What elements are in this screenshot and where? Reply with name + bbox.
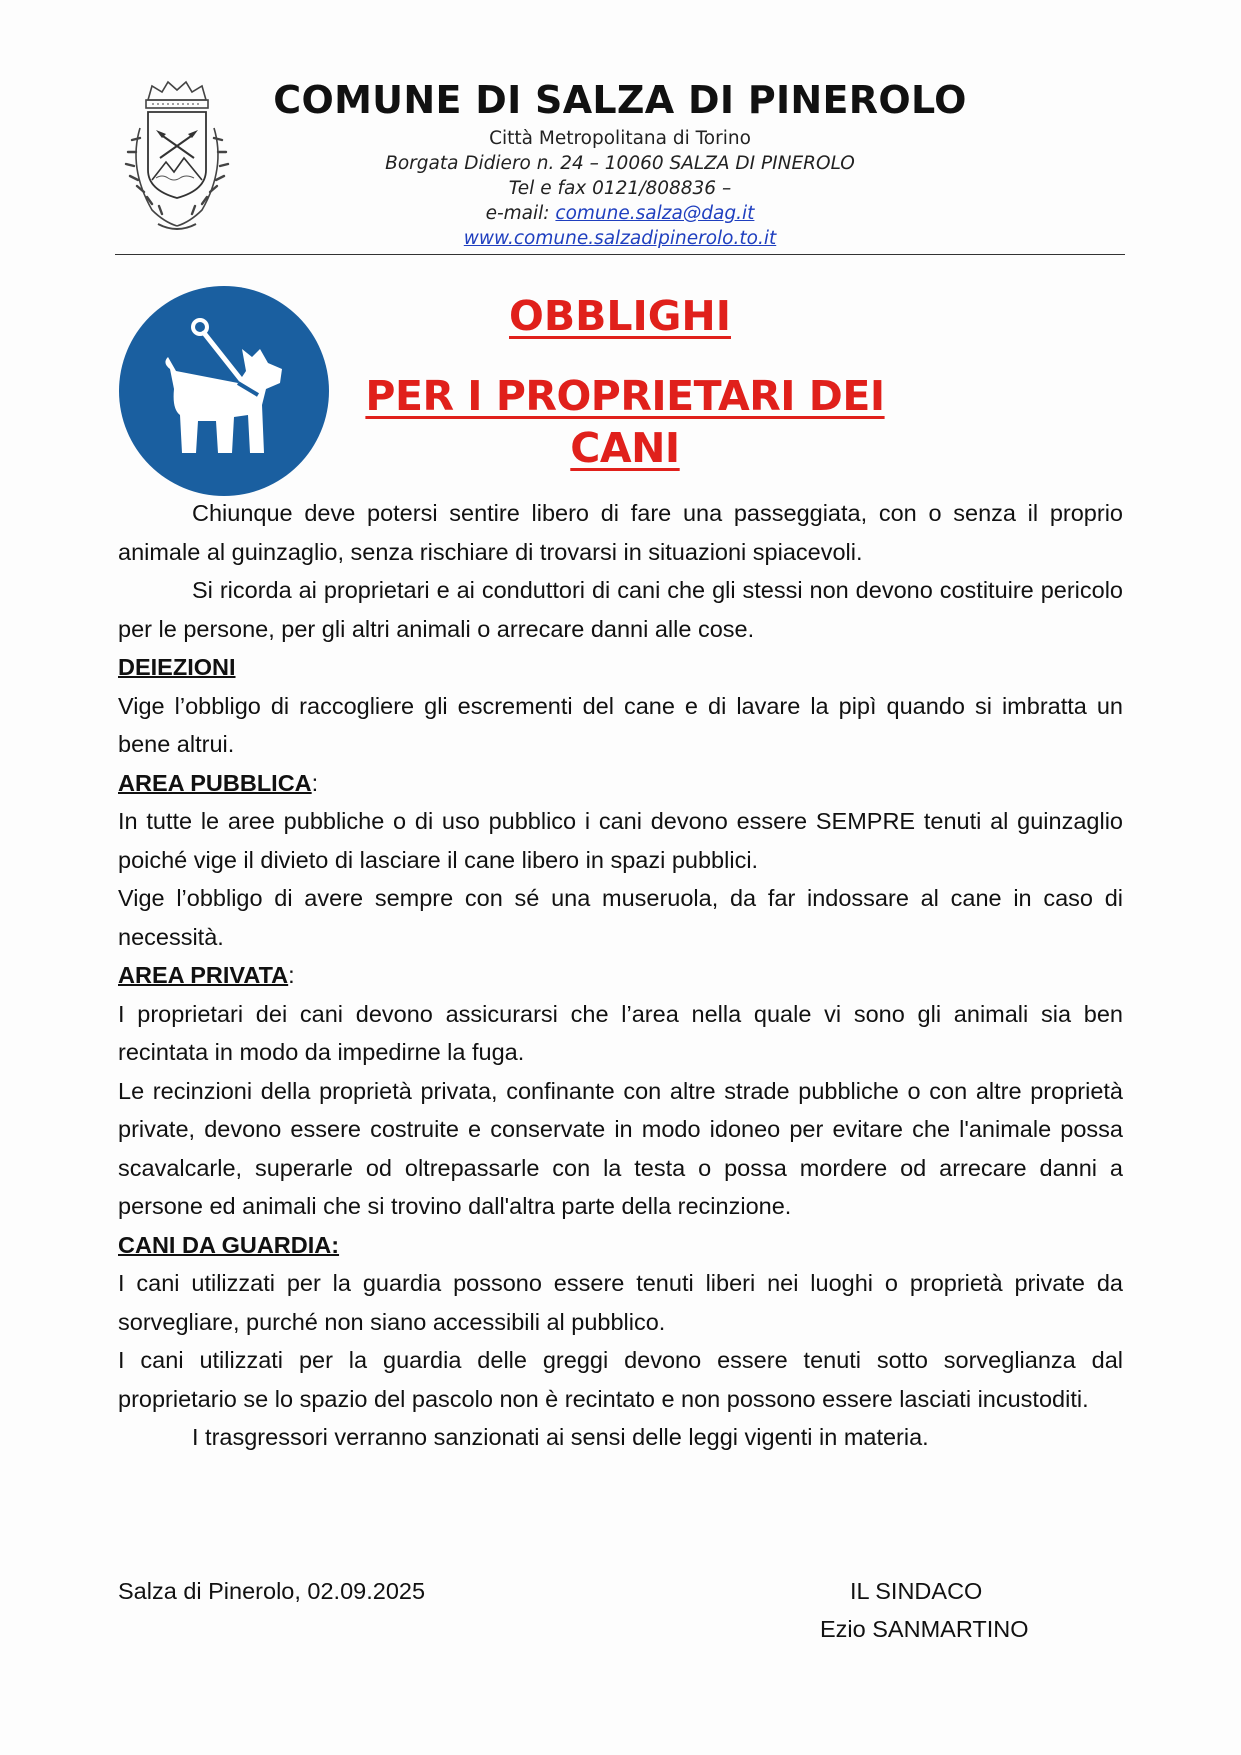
- mayor-role: IL SINDACO: [850, 1578, 983, 1604]
- letterhead: [260, 74, 980, 251]
- pubblica-heading-text: AREA PUBBLICA: [118, 769, 312, 796]
- pubblica-paragraph-1: In tutte le aree pubbliche o di uso pubblico i cani devono essere SEMPRE tenuti al guinzaglio poiché vige il divieto di lasciare il cane libero in spazi pubblici.: [118, 808, 1123, 873]
- notice-body: [118, 494, 1123, 1457]
- deiezioni-heading-text: DEIEZIONI: [118, 654, 236, 680]
- section-privata-heading: AREA PRIVATA:: [118, 962, 295, 988]
- mayor-name: Ezio SANMARTINO: [820, 1616, 1029, 1642]
- email-link[interactable]: comune.salza@dag.it: [555, 203, 755, 224]
- address: Borgata Didiero n. 24 – 10060 SALZA DI PINEROLO: [385, 153, 855, 174]
- intro-paragraph-1: Chiunque deve potersi sentire libero di fare una passeggiata, con o senza il proprio animale al guinzaglio, senza rischiare di trovarsi in situazioni spiacevoli.: [118, 500, 1123, 565]
- dog-on-leash-icon: [118, 285, 330, 497]
- email-line: [260, 201, 980, 226]
- intro-paragraph-2: Si ricorda ai proprietari e ai conduttori di cani che gli stessi non devono costituire pericolo per le persone, per gli altri animali o arrecare danni alle cose.: [118, 577, 1123, 642]
- section-pubblica-heading: AREA PUBBLICA:: [118, 769, 319, 796]
- section-deiezioni-heading: [118, 648, 1123, 687]
- place-and-date: Salza di Pinerolo, 02.09.2025: [118, 1578, 426, 1604]
- closing-paragraph: I trasgressori verranno sanzionati ai sensi delle leggi vigenti in materia.: [192, 1424, 929, 1450]
- guardia-heading-text: CANI DA GUARDIA:: [118, 1231, 340, 1258]
- municipal-crest-icon: [118, 78, 236, 234]
- privata-paragraph-2: Le recinzioni della proprietà privata, confinante con altre strade pubbliche o con altre proprietà private, devono essere costruite e conservate in modo idoneo per evitare che l'animale possa scavalcarle, superarle od oltrepassarle con la testa o possa mordere od arrecare danni a persone ed animali che si trovino dall'altra parte della recinzione.: [118, 1077, 1123, 1219]
- phone: Tel e fax 0121/808836 –: [508, 178, 732, 199]
- signature-block: [820, 1572, 1060, 1648]
- pubblica-paragraph-2: Vige l’obbligo di avere sempre con sé una museruola, da far indossare al cane in caso di necessità.: [118, 885, 1123, 950]
- header-divider: [115, 254, 1125, 255]
- privata-paragraph-1: I proprietari dei cani devono assicurarsi che l’area nella quale vi sono gli animali sia ben recintata in modo da impedirne la fuga.: [118, 1000, 1123, 1065]
- website-line: [260, 226, 980, 251]
- email-label: e-mail:: [485, 203, 550, 224]
- privata-heading-text: AREA PRIVATA: [118, 962, 289, 988]
- headline-dog-owners: PER I PROPRIETARI DEI CANI: [365, 372, 885, 472]
- municipality-title: COMUNE DI SALZA DI PINEROLO: [273, 78, 967, 122]
- guardia-paragraph-2: I cani utilizzati per la guardia delle greggi devono essere tenuti sotto sorveglianza dal proprietario se lo spazio del pascolo non è recintato e non possono essere lasciati incustoditi.: [118, 1347, 1123, 1412]
- metropolitan-city: Città Metropolitana di Torino: [489, 128, 751, 149]
- section-guardia-heading: [118, 1226, 1123, 1265]
- guardia-paragraph-1: I cani utilizzati per la guardia possono essere tenuti liberi nei luoghi o proprietà private da sorvegliare, purché non siano accessibili al pubblico.: [118, 1270, 1123, 1335]
- deiezioni-paragraph: Vige l’obbligo di raccogliere gli escrementi del cane e di lavare la pipì quando si imbratta un bene altrui.: [118, 692, 1123, 757]
- website-link[interactable]: www.comune.salzadipinerolo.to.it: [463, 228, 777, 249]
- headline-obblighi: OBBLIGHI: [509, 292, 731, 340]
